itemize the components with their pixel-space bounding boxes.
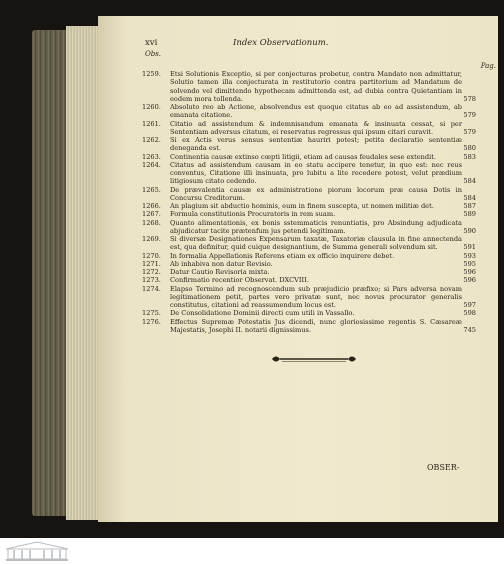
library-building-logo-icon [4,540,70,562]
entry-page: 596 [463,276,476,285]
entry-text: Formula constitutionis Procuratoris in rem suam. [170,210,336,219]
page-number: xvi [145,38,158,48]
entry-page: 587 [463,202,476,210]
entry-page: 595 [463,259,476,268]
entry-number: 1263. [142,152,161,161]
digitization-footer [0,538,504,564]
entry-text: Etsi Solutionis Exceptio, si per conjecturas probetur, contra Mandato non admittatur, Solutio tamen illa conjecturata in restitutorio contra partitorium ad Mandatum de solvendo vel dimittendo hypothecam admittenda est, ad dubia contra Quietantiam in eodem mora tollenda. [170,70,462,103]
entry-text: Continentia causæ extinso cœpti litigii, etiam ad causas feudales sese extendit. [170,152,436,161]
entry-number: 1259. [142,70,161,78]
entry-page: 578 [463,94,476,103]
entry-page: 745 [463,325,476,334]
index-entry [142,268,476,276]
entry-page: 580 [463,144,476,153]
entry-text: Confirmatio recentior Observat. DXCVIII. [170,276,309,285]
ornamental-rule-icon [270,353,358,365]
entry-page: 579 [463,111,476,120]
entry-text: Ab inhabiva non datur Revisio. [170,259,273,268]
entry-page: 583 [463,152,476,161]
column-label-obs: Obs. [145,50,162,58]
index-entry [142,309,476,317]
entry-number: 1265. [142,185,161,194]
index-entry [142,161,476,186]
entry-page: 589 [463,210,476,219]
entry-text: Absoluto reo ab Actione, absolvendus est quoque citatus ab eo ad assistendum, ab emanata citatione. [170,103,462,120]
entry-page: 593 [463,251,476,260]
entry-text: An plagium sit abductio hominis, eum in finem suscepta, ut nomen militiæ det. [170,202,434,210]
entry-number: 1274. [142,284,161,293]
index-entry [142,70,476,103]
entry-page: 591 [463,243,476,252]
entry-text: Citatio ad assistendum & indemnisandum emanata & insinuata cessat, si per Sententiam adversus citatum, ei reservatus regressus qui ipsum citari curavit. [170,119,462,136]
index-entry [142,276,476,284]
entry-text: De Consolidatione Dominii directi cum utili in Vassallo. [170,309,355,318]
entry-number: 1276. [142,317,161,326]
entry-page: 597 [463,301,476,309]
index-entry [142,103,476,120]
entry-number: 1262. [142,136,161,144]
index-entry [142,219,476,236]
entry-page: 598 [463,309,476,318]
index-entry [142,202,476,210]
entry-text: Si diversæ Designationes Expensarum taxatæ, Taxatoriæ clausula in fine annectenda est, qua definitur, quid cuique designantium, de Summa generali solvendum sit. [170,235,462,252]
entry-number: 1264. [142,160,161,169]
index-entry [142,235,476,252]
entry-number: 1275. [142,309,161,318]
entry-number: 1267. [142,210,161,219]
entry-page: 584 [463,193,476,202]
entry-number: 1270. [142,251,161,260]
entry-number: 1261. [142,119,161,128]
entry-number: 1266. [142,202,161,210]
index-entry [142,210,476,218]
entry-page: 590 [463,226,476,235]
index-entry [142,186,476,203]
entry-number: 1272. [142,268,161,276]
entry-text: Effectus Supremæ Potestatis Jus dicendi, nunc gloriosissime regentis S. Cæsareæ Majestatis, Josephi II. notarii dignissimus. [170,317,462,334]
index-entry [142,136,476,153]
entry-text: Elapso Termino ad recognoscendum sub præjudicio præfixo; si Pars adversa novam legitimationem petit, partes vero privatæ sunt, nec novus procurator generalis constitutus, citationi ad reassumendum locus est. [170,284,462,309]
entry-number: 1260. [142,103,161,111]
entry-text: De prævalentia causæ ex administratione piorum locorum præ causa Dotis in Concursu Creditorum. [170,185,462,202]
running-head [145,38,498,50]
entry-page: 584 [463,177,476,186]
entry-number: 1269. [142,235,161,243]
entry-number: 1271. [142,259,161,268]
entry-number: 1268. [142,218,161,227]
index-entry [142,120,476,137]
entry-text: In formalia Appellationis Referens etiam ex officio inquirere debet. [170,251,395,260]
entry-text: Quanto alimentationis, ex bonis sstemmaticis renuntiatis, pro Absindung adjudicata abjudicatur tacite prætenfum jus petendi legitimam. [170,218,462,235]
catchword: OBSER- [427,463,460,472]
index-entry [142,318,476,335]
entry-text: Citatus ad assistendum causam in eo statu accipere tenetur, in quo est: nec reus conventus, Citatione illi insinuata, pro lubitu a lite recedere potest, velut prædium litigiosum citato cedendo. [170,160,462,186]
index-entry [142,260,476,268]
page-block-edge [66,26,102,520]
index-entry [142,252,476,260]
entry-page: 579 [463,127,476,136]
entry-number: 1273. [142,276,161,285]
entry-page: 596 [463,268,476,276]
running-head-title: Index Observationum. [233,38,329,48]
entry-text: Si ex Actis verus sensus sententiæ hauriri potest; petita declaratio sententiæ deneganda est. [170,136,462,153]
index-entry [142,285,476,310]
index-entries [142,70,476,334]
index-entry [142,153,476,161]
column-label-pag: Pag. [480,62,496,70]
entry-text: Datur Cautio Revisoria mixta. [170,268,270,276]
